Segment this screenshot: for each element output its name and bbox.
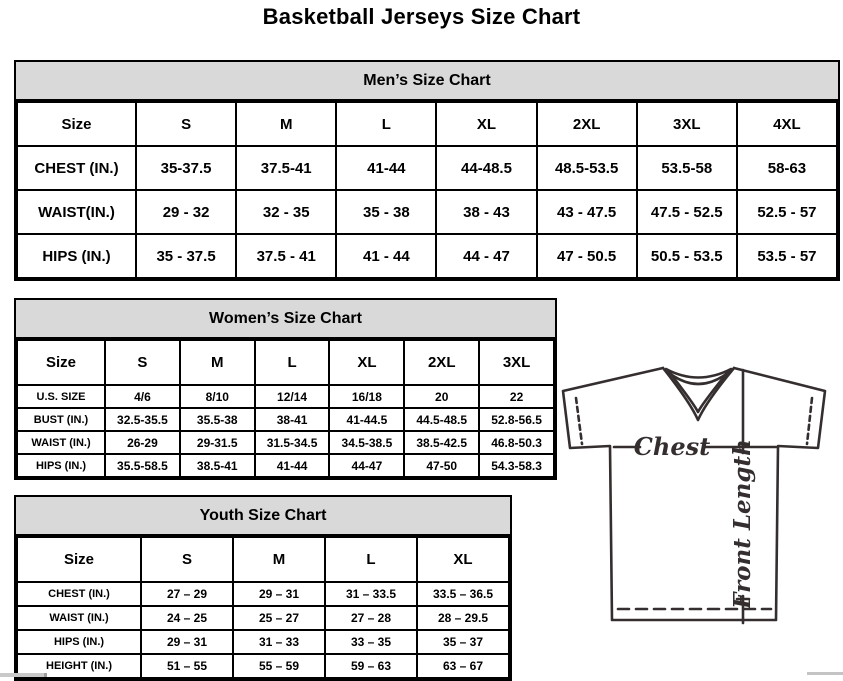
youth-size-chart bbox=[14, 495, 512, 681]
size-value-cell: 29 – 31 bbox=[141, 630, 233, 654]
size-value-cell: 34.5-38.5 bbox=[329, 431, 404, 454]
size-value-cell: 53.5 - 57 bbox=[737, 234, 837, 278]
column-header: 3XL bbox=[479, 340, 554, 385]
size-value-cell: 8/10 bbox=[180, 385, 255, 408]
size-value-cell: 44.5-48.5 bbox=[404, 408, 479, 431]
size-value-cell: 44-47 bbox=[329, 454, 404, 477]
jersey-measurement-diagram bbox=[556, 358, 843, 633]
size-value-cell: 27 – 29 bbox=[141, 582, 233, 606]
size-value-cell: 47.5 - 52.5 bbox=[637, 190, 737, 234]
size-value-cell: 47 - 50.5 bbox=[537, 234, 637, 278]
column-header: 2XL bbox=[537, 102, 637, 146]
size-value-cell: 35 – 37 bbox=[417, 630, 509, 654]
table-row bbox=[17, 408, 554, 431]
jersey-diagram-svg bbox=[556, 358, 843, 633]
mens-size-chart bbox=[14, 60, 840, 281]
column-header: XL bbox=[329, 340, 404, 385]
header-row bbox=[17, 340, 554, 385]
size-value-cell: 53.5-58 bbox=[637, 146, 737, 190]
row-label: WAIST (IN.) bbox=[17, 606, 141, 630]
column-header: Size bbox=[17, 340, 105, 385]
size-value-cell: 28 – 29.5 bbox=[417, 606, 509, 630]
size-value-cell: 37.5 - 41 bbox=[236, 234, 336, 278]
size-value-cell: 44 - 47 bbox=[436, 234, 536, 278]
row-label: WAIST (IN.) bbox=[17, 431, 105, 454]
size-value-cell: 33.5 – 36.5 bbox=[417, 582, 509, 606]
size-value-cell: 63 – 67 bbox=[417, 654, 509, 678]
size-value-cell: 35.5-58.5 bbox=[105, 454, 180, 477]
youth-table bbox=[16, 536, 510, 679]
table-row bbox=[17, 454, 554, 477]
row-label: WAIST(IN.) bbox=[17, 190, 136, 234]
row-label: CHEST (IN.) bbox=[17, 146, 136, 190]
column-header: 4XL bbox=[737, 102, 837, 146]
size-value-cell: 32 - 35 bbox=[236, 190, 336, 234]
row-label: CHEST (IN.) bbox=[17, 582, 141, 606]
size-value-cell: 58-63 bbox=[737, 146, 837, 190]
size-value-cell: 22 bbox=[479, 385, 554, 408]
row-label: HIPS (IN.) bbox=[17, 454, 105, 477]
table-row bbox=[17, 234, 837, 278]
size-value-cell: 35 - 38 bbox=[336, 190, 436, 234]
size-value-cell: 46.8-50.3 bbox=[479, 431, 554, 454]
size-value-cell: 50.5 - 53.5 bbox=[637, 234, 737, 278]
size-value-cell: 41-44 bbox=[255, 454, 330, 477]
column-header: XL bbox=[436, 102, 536, 146]
column-header: S bbox=[141, 537, 233, 582]
size-value-cell: 43 - 47.5 bbox=[537, 190, 637, 234]
table-row bbox=[17, 190, 837, 234]
size-value-cell: 47-50 bbox=[404, 454, 479, 477]
size-value-cell: 12/14 bbox=[255, 385, 330, 408]
size-value-cell: 31 – 33 bbox=[233, 630, 325, 654]
size-value-cell: 59 – 63 bbox=[325, 654, 417, 678]
table-row bbox=[17, 582, 509, 606]
column-header: 2XL bbox=[404, 340, 479, 385]
table-row bbox=[17, 431, 554, 454]
header-row bbox=[17, 102, 837, 146]
horizontal-scrollbar-fragment-right[interactable] bbox=[807, 672, 843, 675]
size-value-cell: 37.5-41 bbox=[236, 146, 336, 190]
size-value-cell: 33 – 35 bbox=[325, 630, 417, 654]
size-value-cell: 52.5 - 57 bbox=[737, 190, 837, 234]
horizontal-scrollbar-fragment-left[interactable] bbox=[0, 673, 47, 677]
column-header: XL bbox=[417, 537, 509, 582]
right-sleeve-seam-dashed bbox=[807, 398, 812, 444]
column-header: M bbox=[233, 537, 325, 582]
mens-chart-title: Men’s Size Chart bbox=[16, 62, 838, 101]
size-value-cell: 52.8-56.5 bbox=[479, 408, 554, 431]
table-row bbox=[17, 146, 837, 190]
column-header: Size bbox=[17, 537, 141, 582]
column-header: Size bbox=[17, 102, 136, 146]
row-label: HIPS (IN.) bbox=[17, 630, 141, 654]
size-value-cell: 16/18 bbox=[329, 385, 404, 408]
mens-table bbox=[16, 101, 838, 279]
size-value-cell: 35-37.5 bbox=[136, 146, 236, 190]
column-header: L bbox=[336, 102, 436, 146]
table-row bbox=[17, 630, 509, 654]
column-header: M bbox=[236, 102, 336, 146]
size-value-cell: 24 – 25 bbox=[141, 606, 233, 630]
size-value-cell: 41 - 44 bbox=[336, 234, 436, 278]
womens-table bbox=[16, 339, 555, 478]
column-header: L bbox=[255, 340, 330, 385]
womens-size-chart bbox=[14, 298, 557, 480]
size-value-cell: 54.3-58.3 bbox=[479, 454, 554, 477]
table-row bbox=[17, 606, 509, 630]
size-value-cell: 35.5-38 bbox=[180, 408, 255, 431]
table-row bbox=[17, 654, 509, 678]
size-value-cell: 25 – 27 bbox=[233, 606, 325, 630]
table-row bbox=[17, 385, 554, 408]
row-label: HEIGHT (IN.) bbox=[17, 654, 141, 678]
row-label: BUST (IN.) bbox=[17, 408, 105, 431]
size-value-cell: 29 – 31 bbox=[233, 582, 325, 606]
left-sleeve-seam-dashed bbox=[576, 398, 582, 444]
size-value-cell: 29 - 32 bbox=[136, 190, 236, 234]
front-length-label: Front Length bbox=[729, 439, 756, 609]
size-value-cell: 38 - 43 bbox=[436, 190, 536, 234]
size-value-cell: 38.5-42.5 bbox=[404, 431, 479, 454]
column-header: S bbox=[105, 340, 180, 385]
youth-chart-title: Youth Size Chart bbox=[16, 497, 510, 536]
size-value-cell: 41-44.5 bbox=[329, 408, 404, 431]
size-value-cell: 29-31.5 bbox=[180, 431, 255, 454]
size-value-cell: 48.5-53.5 bbox=[537, 146, 637, 190]
size-value-cell: 55 – 59 bbox=[233, 654, 325, 678]
size-value-cell: 31 – 33.5 bbox=[325, 582, 417, 606]
column-header: S bbox=[136, 102, 236, 146]
column-header: M bbox=[180, 340, 255, 385]
chest-label: Chest bbox=[633, 432, 711, 461]
header-row bbox=[17, 537, 509, 582]
row-label: U.S. SIZE bbox=[17, 385, 105, 408]
size-value-cell: 35 - 37.5 bbox=[136, 234, 236, 278]
size-value-cell: 26-29 bbox=[105, 431, 180, 454]
page-title: Basketball Jerseys Size Chart bbox=[262, 4, 581, 29]
size-value-cell: 32.5-35.5 bbox=[105, 408, 180, 431]
size-value-cell: 44-48.5 bbox=[436, 146, 536, 190]
size-value-cell: 4/6 bbox=[105, 385, 180, 408]
column-header: L bbox=[325, 537, 417, 582]
size-value-cell: 38-41 bbox=[255, 408, 330, 431]
row-label: HIPS (IN.) bbox=[17, 234, 136, 278]
size-value-cell: 38.5-41 bbox=[180, 454, 255, 477]
size-value-cell: 27 – 28 bbox=[325, 606, 417, 630]
size-value-cell: 31.5-34.5 bbox=[255, 431, 330, 454]
column-header: 3XL bbox=[637, 102, 737, 146]
womens-chart-title: Women’s Size Chart bbox=[16, 300, 555, 339]
size-value-cell: 51 – 55 bbox=[141, 654, 233, 678]
size-value-cell: 20 bbox=[404, 385, 479, 408]
size-value-cell: 41-44 bbox=[336, 146, 436, 190]
